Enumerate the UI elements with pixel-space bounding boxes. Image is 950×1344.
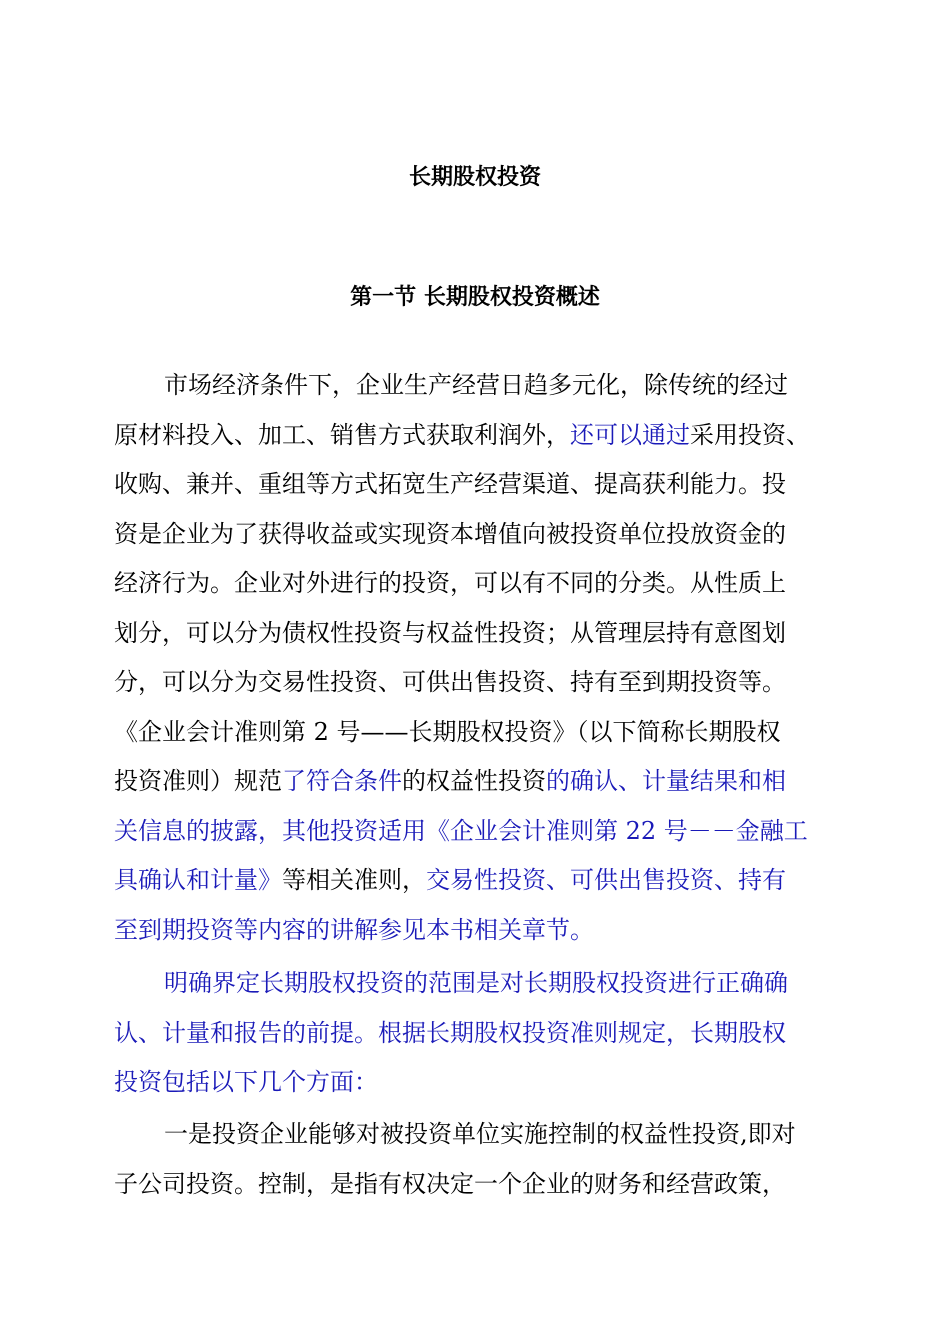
paragraph-2-line: 投资包括以下几个方面：	[114, 1068, 378, 1096]
paragraph-1-line: 市场经济条件下，企业生产经营日趋多元化，除传统的经过	[164, 371, 788, 399]
highlighted-text-run: 交易性投资、可供出售投资、持有	[426, 866, 786, 894]
text-run: 等相关准则，	[282, 866, 426, 894]
document-title: 长期股权投资	[408, 165, 541, 190]
paragraph-1	[114, 361, 850, 955]
text-run: 原材料投入、加工、销售方式获取利润外，	[114, 420, 570, 449]
text-run: 的权益性投资	[402, 767, 546, 795]
section-title: 第一节 长期股权投资概述	[350, 285, 600, 310]
paragraph-3-line: 子公司投资。控制，是指有权决定一个企业的财务和经营政策，	[114, 1169, 786, 1198]
paragraph-2-line: 明确界定长期股权投资的范围是对长期股权投资进行正确确	[164, 969, 788, 997]
text-run: 投资准则）规范	[114, 767, 282, 795]
paragraph-2	[114, 959, 850, 1108]
paragraph-1-line	[114, 411, 850, 461]
paragraph-1-line	[114, 856, 850, 906]
paragraph-1-line: 资是企业为了获得收益或实现资本增值向被投资单位投放资金的	[114, 519, 786, 548]
paragraph-3	[114, 1110, 850, 1209]
paragraph-2-line: 认、计量和报告的前提。根据长期股权投资准则规定，长期股权	[114, 1018, 786, 1047]
paragraph-1-line: 收购、兼并、重组等方式拓宽生产经营渠道、提高获利能力。投	[114, 470, 786, 498]
paragraph-1-line	[114, 757, 850, 807]
paragraph-1-line: 至到期投资等内容的讲解参见本书相关章节。	[114, 915, 594, 944]
highlighted-text-run: 的确认、计量结果和相	[546, 767, 786, 795]
paragraph-3-line: 一是投资企业能够对被投资单位实施控制的权益性投资,即对	[164, 1120, 796, 1148]
highlighted-text-run: 还可以通过	[570, 420, 690, 449]
paragraph-1-line: 关信息的披露，其他投资适用《企业会计准则第 22 号－－金融工	[114, 816, 808, 845]
text-run: 采用投资、	[690, 420, 810, 449]
highlighted-text-run: 了符合条件	[282, 767, 402, 795]
paragraph-1-line: 《企业会计准则第 2 号——长期股权投资》（以下简称长期股权	[114, 717, 781, 746]
paragraph-1-line: 划分，可以分为债权性投资与权益性投资；从管理层持有意图划	[114, 618, 786, 647]
paragraph-1-line: 分，可以分为交易性投资、可供出售投资、持有至到期投资等。	[114, 668, 786, 696]
paragraph-1-line: 经济行为。企业对外进行的投资，可以有不同的分类。从性质上	[114, 569, 786, 597]
highlighted-text-run: 具确认和计量》	[114, 866, 282, 894]
